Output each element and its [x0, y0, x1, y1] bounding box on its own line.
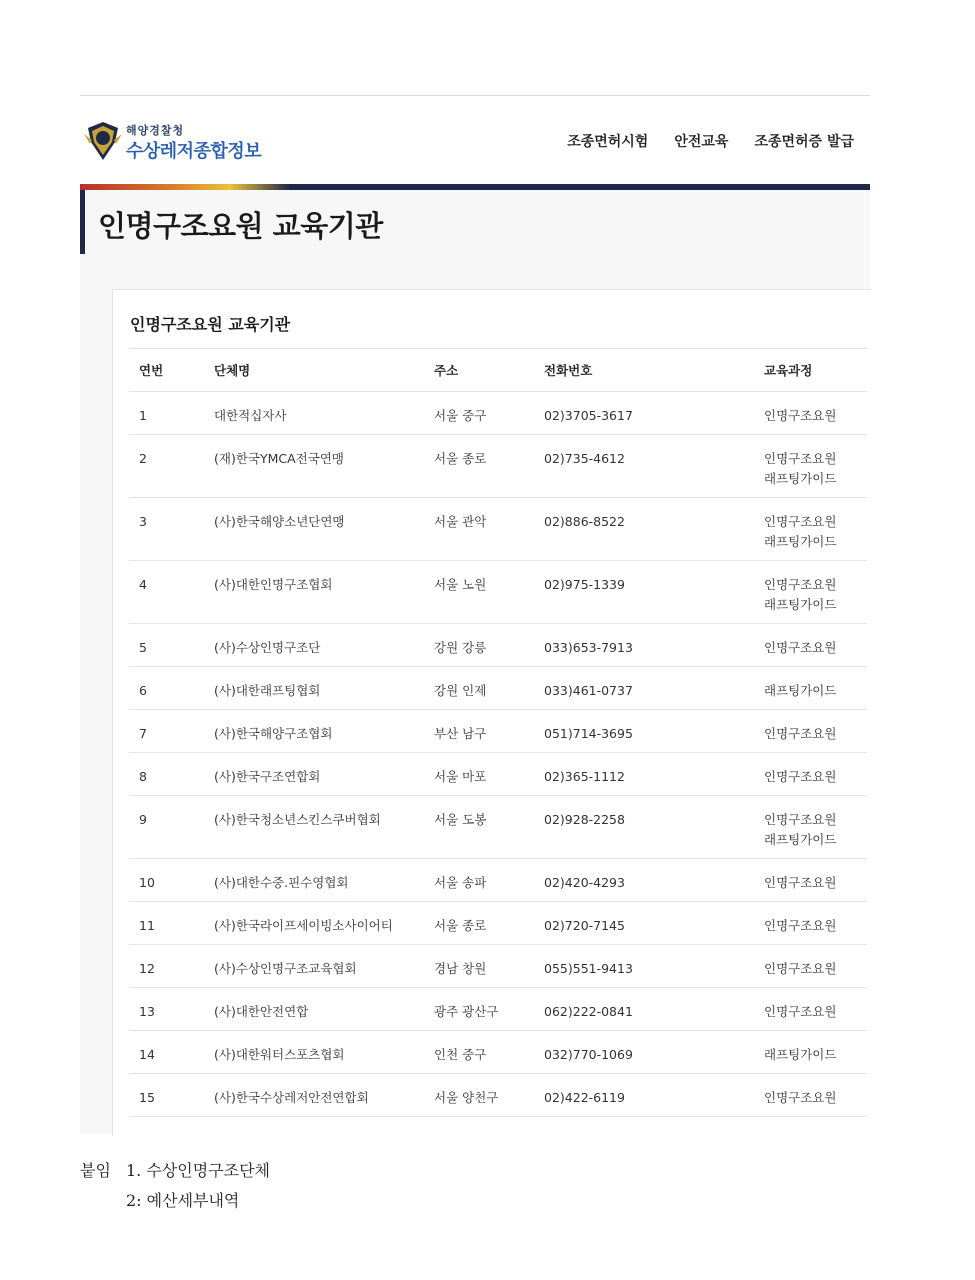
course-item: 인명구조요원: [764, 1090, 837, 1105]
course-item: 인명구조요원: [764, 577, 837, 592]
card-title: 인명구조요원 교육기관: [130, 315, 291, 334]
cell-phone: 02)928-2258: [544, 796, 764, 859]
cell-course: [764, 624, 867, 667]
cell-org: (사)한국해양구조협회: [214, 710, 434, 753]
cell-phone: 02)3705-3617: [544, 392, 764, 435]
cell-address: 서울 양천구: [434, 1074, 544, 1117]
cell-no: 1: [129, 392, 214, 435]
cell-no: 7: [129, 710, 214, 753]
table-row: [129, 561, 867, 624]
cell-no: 9: [129, 796, 214, 859]
cell-no: 5: [129, 624, 214, 667]
cell-phone: 02)420-4293: [544, 859, 764, 902]
course-item: 인명구조요원: [764, 514, 837, 529]
cell-phone: 062)222-0841: [544, 988, 764, 1031]
cell-org: (재)한국YMCA전국연맹: [214, 435, 434, 498]
cell-address: 서울 마포: [434, 753, 544, 796]
course-item: 인명구조요원: [764, 451, 837, 466]
course-item: 래프팅가이드: [764, 683, 837, 698]
cell-phone: 02)975-1339: [544, 561, 764, 624]
cell-phone: 032)770-1069: [544, 1031, 764, 1074]
course-item: 래프팅가이드: [764, 597, 837, 612]
cell-address: 서울 중구: [434, 392, 544, 435]
cell-course: [764, 1074, 867, 1117]
cell-address: 서울 송파: [434, 859, 544, 902]
title-accent-bar: [80, 190, 85, 254]
cell-org: 대한적십자사: [214, 392, 434, 435]
cell-course: [764, 667, 867, 710]
table-row: [129, 796, 867, 859]
cell-address: 서울 관악: [434, 498, 544, 561]
agency-name: 해양경찰청: [126, 123, 185, 137]
cell-course: [764, 561, 867, 624]
site-logo[interactable]: [84, 120, 261, 164]
institution-table: [129, 348, 867, 1117]
cell-course: [764, 435, 867, 498]
table-row: [129, 498, 867, 561]
nav-safety-education[interactable]: 안전교육: [674, 134, 729, 150]
cell-address: 광주 광산구: [434, 988, 544, 1031]
cell-course: [764, 988, 867, 1031]
table-row: [129, 1031, 867, 1074]
cell-no: 12: [129, 945, 214, 988]
course-item: 인명구조요원: [764, 726, 837, 741]
top-divider: [80, 95, 870, 96]
cell-org: (사)대한인명구조협회: [214, 561, 434, 624]
table-row: [129, 624, 867, 667]
cell-phone: 02)422-6119: [544, 1074, 764, 1117]
cell-phone: 055)551-9413: [544, 945, 764, 988]
cell-phone: 033)461-0737: [544, 667, 764, 710]
col-header-no: 연번: [129, 349, 214, 392]
page-title: 인명구조요원 교육기관: [98, 209, 383, 243]
cell-org: (사)한국라이프세이빙소사이어티: [214, 902, 434, 945]
cell-course: [764, 945, 867, 988]
course-item: 인명구조요원: [764, 875, 837, 890]
table-row: [129, 945, 867, 988]
table-row: [129, 435, 867, 498]
course-item: 인명구조요원: [764, 918, 837, 933]
main-nav: [567, 131, 854, 151]
table-row: [129, 902, 867, 945]
table-row: [129, 392, 867, 435]
cell-org: (사)수상인명구조단: [214, 624, 434, 667]
cell-no: 11: [129, 902, 214, 945]
course-item: 래프팅가이드: [764, 1047, 837, 1062]
course-item: 인명구조요원: [764, 408, 837, 423]
attachment-item-2: 2: 예산세부내역: [126, 1191, 240, 1210]
cell-phone: 02)720-7145: [544, 902, 764, 945]
cell-no: 8: [129, 753, 214, 796]
cell-course: [764, 859, 867, 902]
course-item: 인명구조요원: [764, 1004, 837, 1019]
cell-org: (사)한국해양소년단연맹: [214, 498, 434, 561]
course-item: 인명구조요원: [764, 812, 837, 827]
cell-no: 6: [129, 667, 214, 710]
coast-guard-emblem-icon: [84, 120, 122, 164]
cell-phone: 02)365-1112: [544, 753, 764, 796]
cell-address: 강원 강릉: [434, 624, 544, 667]
cell-course: [764, 902, 867, 945]
course-item: 래프팅가이드: [764, 832, 837, 847]
cell-address: 경남 창원: [434, 945, 544, 988]
cell-address: 서울 종로: [434, 902, 544, 945]
cell-no: 15: [129, 1074, 214, 1117]
cell-no: 13: [129, 988, 214, 1031]
cell-org: (사)대한수중.핀수영협회: [214, 859, 434, 902]
attachment-item-1: 1. 수상인명구조단체: [126, 1161, 270, 1180]
table-row: [129, 753, 867, 796]
cell-org: (사)대한워터스포츠협회: [214, 1031, 434, 1074]
course-item: 인명구조요원: [764, 769, 837, 784]
cell-course: [764, 753, 867, 796]
cell-no: 3: [129, 498, 214, 561]
cell-no: 4: [129, 561, 214, 624]
cell-no: 10: [129, 859, 214, 902]
nav-license-issue[interactable]: 조종면허증 발급: [754, 134, 854, 150]
cell-phone: 02)886-8522: [544, 498, 764, 561]
cell-phone: 02)735-4612: [544, 435, 764, 498]
cell-course: [764, 710, 867, 753]
table-row: [129, 859, 867, 902]
table-body: [129, 392, 867, 1117]
cell-course: [764, 392, 867, 435]
cell-address: 서울 노원: [434, 561, 544, 624]
cell-course: [764, 498, 867, 561]
col-header-address: 주소: [434, 349, 544, 392]
table-header-row: [129, 349, 867, 392]
table-row: [129, 988, 867, 1031]
cell-course: [764, 796, 867, 859]
col-header-phone: 전화번호: [544, 349, 764, 392]
site-header: [80, 110, 870, 184]
cell-address: 강원 인제: [434, 667, 544, 710]
cell-org: (사)대한안전연합: [214, 988, 434, 1031]
cell-phone: 033)653-7913: [544, 624, 764, 667]
course-item: 인명구조요원: [764, 961, 837, 976]
cell-course: [764, 1031, 867, 1074]
cell-address: 부산 남구: [434, 710, 544, 753]
col-header-course: 교육과정: [764, 349, 867, 392]
cell-org: (사)한국구조연합회: [214, 753, 434, 796]
col-header-org: 단체명: [214, 349, 434, 392]
cell-org: (사)한국수상레저안전연합회: [214, 1074, 434, 1117]
course-item: 인명구조요원: [764, 640, 837, 655]
course-item: 래프팅가이드: [764, 471, 837, 486]
attachment-label: 붙임: [80, 1161, 111, 1180]
table-row: [129, 1074, 867, 1117]
cell-org: (사)대한래프팅협회: [214, 667, 434, 710]
attachment-note: [80, 1158, 270, 1218]
content-card: [112, 289, 871, 1136]
table-row: [129, 667, 867, 710]
cell-address: 인천 중구: [434, 1031, 544, 1074]
cell-phone: 051)714-3695: [544, 710, 764, 753]
table-row: [129, 710, 867, 753]
course-item: 래프팅가이드: [764, 534, 837, 549]
cell-org: (사)수상인명구조교육협회: [214, 945, 434, 988]
cell-org: (사)한국청소년스킨스쿠버협회: [214, 796, 434, 859]
cell-address: 서울 도봉: [434, 796, 544, 859]
cell-address: 서울 종로: [434, 435, 544, 498]
cell-no: 14: [129, 1031, 214, 1074]
cell-no: 2: [129, 435, 214, 498]
site-title: 수상레저종합정보: [126, 140, 262, 162]
nav-license-exam[interactable]: 조종면허시험: [567, 134, 649, 150]
